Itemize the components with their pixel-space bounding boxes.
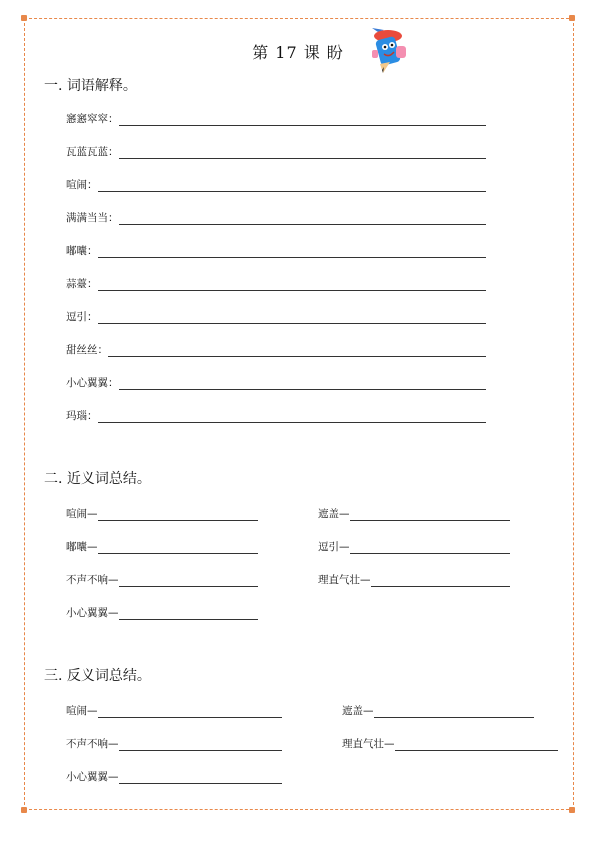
answer-line[interactable] (98, 312, 487, 324)
answer-row (66, 538, 258, 554)
border-corner (569, 807, 575, 813)
answer-row (66, 341, 486, 357)
border-corner (21, 807, 27, 813)
word-label: 理直气壮— (318, 574, 371, 586)
word-label: 嘟囔： (66, 245, 98, 257)
answer-line[interactable] (374, 706, 535, 718)
answer-line[interactable] (350, 509, 511, 521)
answer-row (66, 407, 486, 423)
answer-line[interactable] (98, 509, 259, 521)
answer-row (66, 505, 258, 521)
answer-line[interactable] (98, 706, 283, 718)
answer-row (66, 768, 282, 784)
answer-row (66, 242, 486, 258)
answer-row (342, 702, 534, 718)
answer-row (66, 143, 486, 159)
answer-line[interactable] (350, 542, 511, 554)
word-label: 玛瑙： (66, 410, 98, 422)
answer-row (66, 110, 486, 126)
section-heading: 二. 近义词总结。 (44, 471, 151, 487)
answer-line[interactable] (98, 411, 487, 423)
answer-line[interactable] (119, 114, 487, 126)
word-label: 蒜薹： (66, 278, 98, 290)
answer-line[interactable] (119, 575, 259, 587)
word-label: 喧闹： (66, 179, 98, 191)
border-corner (21, 15, 27, 21)
answer-row (66, 275, 486, 291)
word-label: 小心翼翼— (66, 771, 119, 783)
word-label: 瓦蓝瓦蓝： (66, 146, 119, 158)
answer-line[interactable] (108, 345, 486, 357)
word-label: 满满当当： (66, 212, 119, 224)
answer-row (66, 735, 282, 751)
word-label: 不声不响— (66, 574, 119, 586)
answer-row (66, 571, 258, 587)
word-label: 逗引： (66, 311, 98, 323)
section-heading: 三. 反义词总结。 (44, 668, 151, 684)
answer-line[interactable] (119, 213, 487, 225)
word-label: 窸窸窣窣： (66, 113, 119, 125)
word-label: 喧闹— (66, 705, 98, 717)
pencil-character-icon (364, 26, 412, 76)
word-label: 理直气壮— (342, 738, 395, 750)
answer-line[interactable] (98, 279, 487, 291)
word-label: 遮盖— (342, 705, 374, 717)
answer-row (66, 604, 258, 620)
answer-row (318, 571, 510, 587)
answer-line[interactable] (119, 608, 259, 620)
answer-line[interactable] (119, 147, 487, 159)
word-label: 小心翼翼— (66, 607, 119, 619)
answer-row (66, 374, 486, 390)
answer-line[interactable] (98, 180, 487, 192)
answer-row (342, 735, 558, 751)
word-label: 甜丝丝： (66, 344, 108, 356)
answer-row (66, 176, 486, 192)
answer-line[interactable] (371, 575, 511, 587)
word-label: 逗引— (318, 541, 350, 553)
word-label: 嘟囔— (66, 541, 98, 553)
word-label: 喧闹— (66, 508, 98, 520)
answer-line[interactable] (119, 772, 283, 784)
answer-line[interactable] (98, 542, 259, 554)
answer-line[interactable] (119, 739, 283, 751)
answer-line[interactable] (98, 246, 487, 258)
answer-line[interactable] (119, 378, 487, 390)
page-title: 第 17 课 盼 (252, 43, 344, 62)
answer-row (318, 538, 510, 554)
answer-row (66, 308, 486, 324)
answer-row (66, 702, 282, 718)
word-label: 小心翼翼： (66, 377, 119, 389)
section-heading: 一. 词语解释。 (44, 78, 137, 94)
border-corner (569, 15, 575, 21)
answer-line[interactable] (395, 739, 559, 751)
answer-row (66, 209, 486, 225)
word-label: 遮盖— (318, 508, 350, 520)
answer-row (318, 505, 510, 521)
word-label: 不声不响— (66, 738, 119, 750)
